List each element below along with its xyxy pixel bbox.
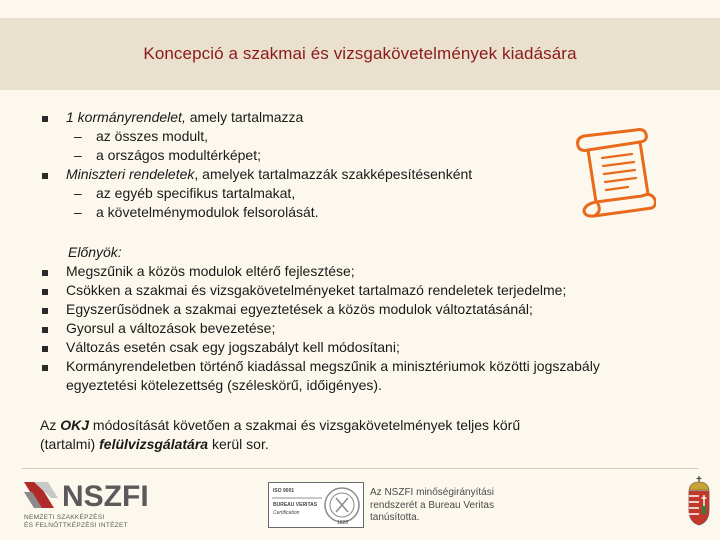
cert-iso-label: ISO 9001 [273, 488, 295, 494]
nszfi-logo-subtitle: NEMZETI SZAKKÉPZÉSI [24, 514, 105, 521]
list-subitem-text: a országos modultérképet; [96, 147, 261, 163]
okj-emphasis: OKJ [60, 417, 90, 433]
review-emphasis: felülvizsgálatára [99, 436, 209, 452]
list-subitem-text: az összes modult, [96, 128, 209, 144]
advantage-item-continuation: egyeztetési kötelezettség (széleskörű, időigényes). [66, 377, 382, 393]
conclusion-text: Az [40, 417, 61, 433]
conclusion-line-2 [40, 435, 269, 454]
list-subitem [74, 146, 261, 165]
list-item [66, 108, 303, 127]
list-item-emphasis: Miniszteri rendeletek [66, 166, 195, 182]
conclusion-text: (tartalmi) [40, 436, 100, 452]
conclusion-line-1 [40, 416, 520, 435]
list-subitem-text: az egyéb specifikus tartalmakat, [96, 185, 296, 201]
slide-title: Koncepció a szakmai és vizsgakövetelmények kiadására [143, 44, 577, 63]
bullet [42, 270, 48, 276]
list-subitem [74, 127, 208, 146]
certification-line: rendszerét a Bureau Veritas [370, 499, 494, 511]
bullet [42, 116, 48, 122]
certification-line: tanúsította. [370, 512, 420, 523]
conclusion-text: kerül sor. [208, 436, 269, 452]
advantage-item: Egyszerűsödnek a szakmai egyeztetések a közös modulok változtatásánál; [66, 301, 533, 317]
list-item-text: , amelyek tartalmazzák szakképesítésenként [194, 166, 473, 182]
dash-marker: – [74, 185, 82, 201]
certification-statement [370, 487, 520, 525]
list-subitem [74, 184, 295, 203]
dash-marker: – [74, 204, 82, 220]
list-item-emphasis: 1 kormányrendelet, [66, 109, 186, 125]
certification-line: Az NSZFI minőségirányítási [370, 487, 494, 498]
bullet [42, 346, 48, 352]
nszfi-logo-mark [24, 482, 58, 508]
advantage-item: Megszűnik a közös modulok eltérő fejlesztése; [66, 263, 355, 279]
cert-bv-label: BUREAU VERITAS [273, 502, 318, 508]
advantages-heading: Előnyök: [68, 244, 122, 260]
nszfi-logo-subtitle: ÉS FELNŐTTKÉPZÉSI INTÉZET [24, 522, 128, 529]
dash-marker: – [74, 147, 82, 163]
hungarian-coat-of-arms-icon [686, 476, 712, 526]
list-item [66, 165, 472, 184]
nszfi-logo-name: NSZFI [62, 480, 149, 513]
list-subitem-text: a követelménymodulok felsorolását. [96, 204, 319, 220]
cert-year-label: 1828 [337, 520, 349, 526]
bullet [42, 289, 48, 295]
advantage-item: Változás esetén csak egy jogszabályt kell módosítani; [66, 339, 400, 355]
advantage-item: Gyorsul a változások bevezetése; [66, 320, 276, 336]
nszfi-logo [24, 480, 174, 530]
cert-certification-label: Certification [273, 510, 300, 516]
bullet [42, 308, 48, 314]
footer-divider [22, 468, 698, 469]
bullet [42, 173, 48, 179]
scroll-icon [566, 124, 656, 220]
bullet [42, 365, 48, 371]
list-subitem [74, 203, 319, 222]
dash-marker: – [74, 128, 82, 144]
conclusion-text: módosítását követően a szakmai és vizsgakövetelmények teljes körű [89, 417, 521, 433]
advantage-item: Kormányrendeletben történő kiadással megszűnik a minisztériumok közötti jogszabály [66, 358, 600, 374]
advantage-item: Csökken a szakmai és vizsgakövetelményeket tartalmazó rendeletek terjedelme; [66, 282, 567, 298]
list-item-text: amely tartalmazza [185, 109, 304, 125]
bullet [42, 327, 48, 333]
